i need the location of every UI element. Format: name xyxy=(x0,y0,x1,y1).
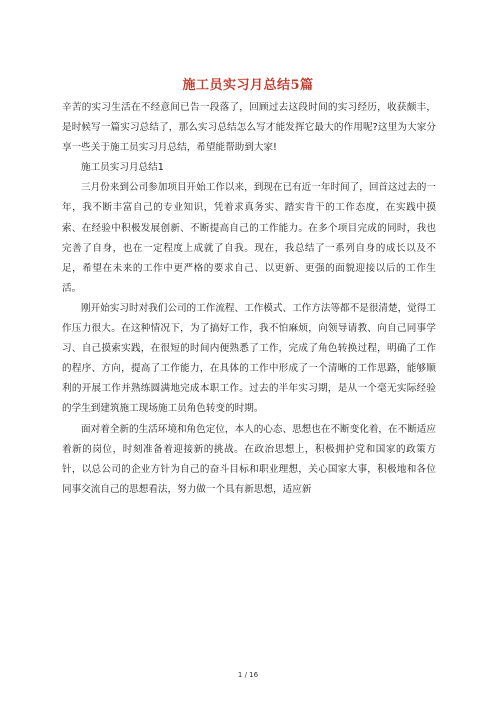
section-heading: 施工员实习月总结1 xyxy=(81,162,164,174)
document-body xyxy=(62,98,436,500)
body-paragraph: 三月份来到公司参加项目开始工作以来，到现在已有近一年时间了，回首这过去的一年，我不断丰富自己的专业知识，凭着求真务实、踏实肯干的工作态度，在实践中摸索、在经验中积极发展创新、不断提高自己的工作能力。在多个项目完成的同时，我也完善了自身，也在一定程度上成就了自我。现在，我总结了一系列自身的成长以及不足，希望在未来的工作中更严格的要求自己、以更新、更强的面貌迎接以后的工作生活。 xyxy=(62,182,436,294)
document-title: 施工员实习月总结5篇 xyxy=(182,78,314,93)
page-number: 1 / 16 xyxy=(237,671,259,679)
intro-paragraph: 辛苦的实习生活在不经意间已告一段落了，回顾过去这段时间的实习经历，收获颇丰，是时候写一篇实习总结了，那么实习总结怎么写才能发挥它最大的作用呢?这里为大家分享一些关于施工员实习月总结，希望能帮助到大家! xyxy=(62,102,436,154)
body-paragraph: 刚开始实习时对我们公司的工作流程、工作模式、工作方法等都不是很清楚，觉得工作压力很大。在这种情况下，为了搞好工作，我不怕麻烦，向领导请教、向自己同事学习、自己摸索实践，在很短的时间内便熟悉了工作，完成了角色转换过程，明确了工作的程序、方向，提高了工作能力，在具体的工作中形成了一个清晰的工作思路，能够顺利的开展工作并熟练圆满地完成本职工作。过去的半年实习期，是从一个毫无实际经验的学生到建筑施工现场施工员角色转变的时期。 xyxy=(62,302,436,415)
body-paragraph: 面对着全新的生活环境和角色定位，本人的心态、思想也在不断变化着，在不断适应着新的岗位，时刻准备着迎接新的挑战。在政治思想上，积极拥护党和国家的政策方针，以总公司的企业方针为自己的奋斗目标和职业理想，关心国家大事，积极地和各位同事交流自己的思想看法，努力做一个具有新思想，适应新 xyxy=(62,423,436,495)
